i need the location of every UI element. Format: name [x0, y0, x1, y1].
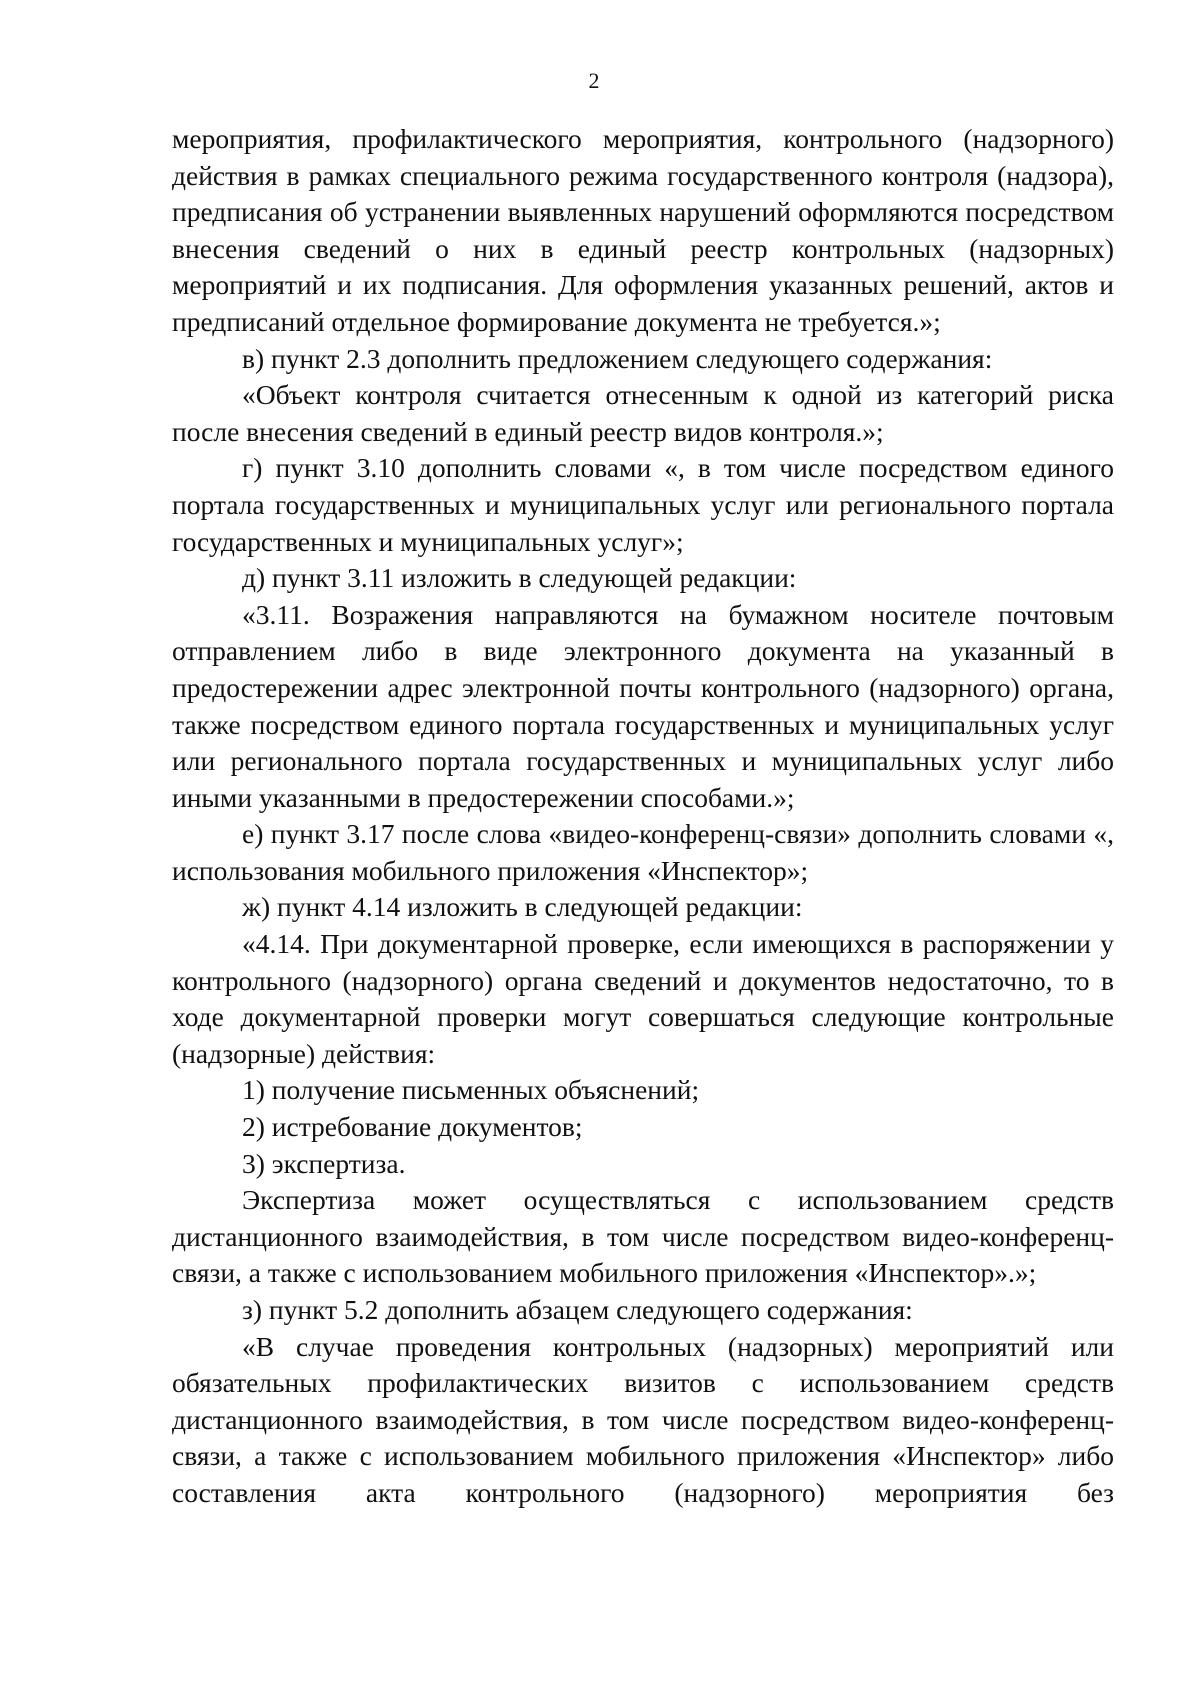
paragraph-quote-2-3: «Объект контроля считается отнесенным к одной из категорий риска после внесения сведений в единый реестр видов контроля.»; — [172, 379, 1114, 447]
paragraph-expertise: Экспертиза может осуществляться с использованием средств дистанционного взаимодействия, в том числе посредством видео-конференц-связи, а также с использованием мобильного приложения «Инспектор».»; — [172, 1184, 1114, 1289]
list-item-1: 1) получение письменных объяснений; — [242, 1074, 700, 1106]
paragraph-item-v: в) пункт 2.3 дополнить предложением следующего содержания: — [242, 342, 993, 374]
paragraph-item-d: д) пункт 3.11 изложить в следующей редакции: — [242, 562, 797, 594]
page-number: 2 — [588, 68, 600, 93]
paragraph-item-zh: ж) пункт 4.14 изложить в следующей редакции: — [242, 891, 803, 923]
paragraph-item-e: е) пункт 3.17 после слова «видео-конференц-связи» дополнить словами «, использования мобильного приложения «Инспектор»; — [172, 818, 1114, 886]
paragraph-quote-3-11: «3.11. Возражения направляются на бумажном носителе почтовым отправлением либо в виде электронного документа на указанный в предостережении адрес электронной почты контрольного (надзорного) органа, также посредством единого портала государственных и муниципальных услуг или регионального портала государственных и муниципальных услуг либо иными указанными в предостережении способами.»; — [172, 598, 1114, 813]
paragraph-item-z: з) пункт 5.2 дополнить абзацем следующего содержания: — [242, 1294, 913, 1325]
list-item-2: 2) истребование документов; — [242, 1111, 583, 1143]
paragraph-continuation: мероприятия, профилактического мероприятия, контрольного (надзорного) действия в рамках специального режима государственного контроля (надзора), предписания об устранении выявленных нарушений оформляются посредством внесения сведений о них в единый реестр контрольных (надзорных) мероприятий и их подписания. Для оформления указанных решений, актов и предписаний отдельное формирование документа не требуется.»; — [172, 123, 1114, 337]
paragraph-quote-4-14: «4.14. При документарной проверке, если имеющихся в распоряжении у контрольного (надзорного) органа сведений и документов недостаточно, то в ходе документарной проверки могут совершаться следующие контрольные (надзорные) действия: — [172, 928, 1114, 1069]
paragraph-item-g: г) пункт 3.10 дополнить словами «, в том числе посредством единого портала государственных и муниципальных услуг или регионального портала государственных и муниципальных услуг»; — [172, 452, 1114, 557]
list-item-3: 3) экспертиза. — [242, 1147, 406, 1179]
document-body — [172, 121, 1114, 1512]
paragraph-quote-5-2: «В случае проведения контрольных (надзорных) мероприятий или обязательных профилактических визитов с использованием средств дистанционного взаимодействия, в том числе посредством видео-конференц-связи, а также с использованием мобильного приложения «Инспектор» либо составления акта контрольного (надзорного) мероприятия без — [172, 1330, 1114, 1508]
